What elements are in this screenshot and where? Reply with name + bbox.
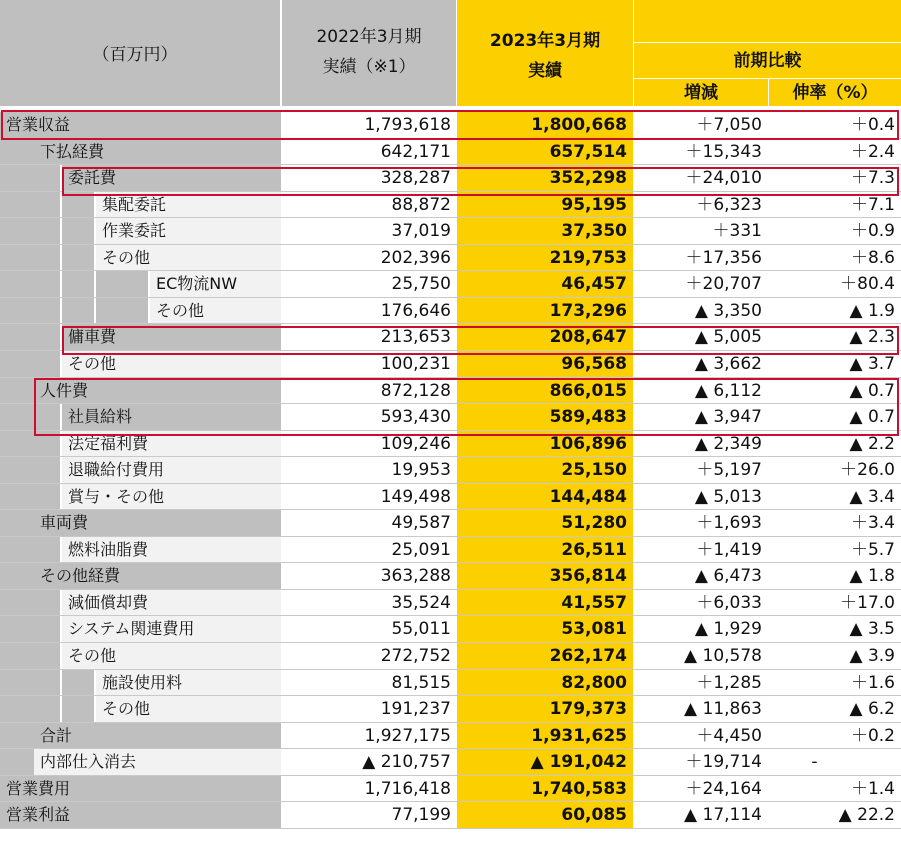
rate-value: ▲ 0.7 xyxy=(849,407,895,428)
cur-value: 51,280 xyxy=(457,510,633,537)
row-label: その他経費 xyxy=(34,563,281,590)
cur-value: 219,753 xyxy=(457,245,633,272)
header-cur-cell xyxy=(457,0,633,106)
table-row xyxy=(0,537,901,564)
prev-value: 35,524 xyxy=(391,592,451,613)
cur-value: 866,015 xyxy=(457,378,633,405)
cur-value: 1,800,668 xyxy=(457,112,633,139)
indent-bar xyxy=(0,378,34,405)
indent-bar xyxy=(0,749,34,776)
rate-value: - xyxy=(811,752,818,773)
indent-bar xyxy=(0,165,34,192)
rate-value: ＋0.9 xyxy=(850,221,895,242)
prev-value: 81,515 xyxy=(391,672,451,693)
rate-value: ＋17.0 xyxy=(840,592,895,613)
indent-bar xyxy=(0,351,34,378)
change-value: ▲ 6,112 xyxy=(694,380,762,401)
prev-value: 1,716,418 xyxy=(364,778,451,799)
row-label: システム関連費用 xyxy=(62,616,281,643)
change-value: ＋331 xyxy=(712,221,762,242)
change-value: ＋24,010 xyxy=(685,168,762,189)
rate-value: ＋8.6 xyxy=(850,247,895,268)
cur-value: 106,896 xyxy=(457,431,633,458)
prev-value: 77,199 xyxy=(391,805,451,826)
indent-bar xyxy=(34,537,60,564)
cur-value: 1,931,625 xyxy=(457,723,633,750)
change-value: ▲ 10,578 xyxy=(684,646,762,666)
row-label: その他 xyxy=(150,298,281,325)
row-label: その他 xyxy=(96,696,281,723)
change-value: ＋1,419 xyxy=(696,539,762,560)
prev-value: ▲ 210,757 xyxy=(362,752,451,773)
prev-value: 100,231 xyxy=(380,353,451,374)
row-label: 下払経費 xyxy=(34,139,281,166)
table-row xyxy=(0,218,901,245)
change-value: ＋1,693 xyxy=(696,513,762,534)
cur-year-sub-label: 実績 xyxy=(528,61,562,81)
indent-bar xyxy=(62,245,94,272)
cur-value: 95,195 xyxy=(457,192,633,219)
indent-bar xyxy=(0,696,34,723)
header-prev-cell xyxy=(282,0,456,106)
cur-value: 589,483 xyxy=(457,404,633,431)
prev-value: 19,953 xyxy=(391,460,451,481)
rate-value: ▲ 1.9 xyxy=(849,300,895,321)
indent-bar xyxy=(0,431,34,458)
table-row xyxy=(0,298,901,325)
indent-bar xyxy=(0,563,34,590)
indent-bar xyxy=(0,245,34,272)
table-row xyxy=(0,563,901,590)
indent-bar xyxy=(0,510,34,537)
row-label: 合計 xyxy=(34,723,281,750)
row-label: 法定福利費 xyxy=(62,431,281,458)
row-label: その他 xyxy=(96,245,281,272)
cur-value: 356,814 xyxy=(457,563,633,590)
table-row xyxy=(0,457,901,484)
indent-bar xyxy=(34,484,60,511)
highlight-box-consignment xyxy=(62,167,899,196)
rate-value: ▲ 3.7 xyxy=(849,353,895,374)
table-row xyxy=(0,802,901,829)
unit-label: （百万円） xyxy=(92,45,178,65)
row-label: 営業費用 xyxy=(0,776,281,803)
indent-bar xyxy=(0,537,34,564)
cur-value: 262,174 xyxy=(457,643,633,670)
rate-value: ＋2.4 xyxy=(850,141,895,162)
change-value: ＋20,707 xyxy=(685,274,762,295)
prev-value: 176,646 xyxy=(380,300,451,321)
cur-value: 179,373 xyxy=(457,696,633,723)
rate-value: ＋3.4 xyxy=(850,513,895,534)
highlight-box-charter xyxy=(62,326,899,355)
table-row xyxy=(0,616,901,643)
change-value: ▲ 11,863 xyxy=(684,699,762,720)
rate-value: ▲ 2.3 xyxy=(849,327,895,348)
rate-label: 伸率（%） xyxy=(792,83,878,103)
change-value: ＋4,450 xyxy=(696,725,762,746)
indent-bar xyxy=(0,457,34,484)
prev-value: 49,587 xyxy=(391,513,451,534)
indent-bar xyxy=(34,298,60,325)
header-unit-cell xyxy=(0,0,280,106)
indent-bar xyxy=(34,670,60,697)
indent-bar xyxy=(62,670,94,697)
rate-value: ▲ 3.9 xyxy=(849,646,895,666)
cur-value: 26,511 xyxy=(457,537,633,564)
cur-value: 96,568 xyxy=(457,351,633,378)
indent-bar xyxy=(62,298,94,325)
rate-value: ▲ 22.2 xyxy=(838,805,895,826)
table-row xyxy=(0,139,901,166)
cur-value: 37,350 xyxy=(457,218,633,245)
change-label: 増減 xyxy=(684,83,718,103)
table-row xyxy=(0,696,901,723)
rate-value: ＋26.0 xyxy=(840,460,895,481)
compare-label: 前期比較 xyxy=(733,51,802,71)
table-row xyxy=(0,670,901,697)
rate-value: ＋1.4 xyxy=(850,778,895,799)
change-value: ▲ 3,947 xyxy=(694,407,762,428)
row-label: 傭車費 xyxy=(62,324,281,351)
rate-value: ＋7.1 xyxy=(850,194,895,215)
indent-bar xyxy=(62,271,94,298)
rate-value: ▲ 2.2 xyxy=(849,433,895,454)
prev-value: 593,430 xyxy=(380,407,451,428)
indent-bar xyxy=(34,590,60,617)
rate-value: ▲ 3.4 xyxy=(849,486,895,507)
cur-value: 173,296 xyxy=(457,298,633,325)
row-label: 燃料油脂費 xyxy=(62,537,281,564)
indent-bar xyxy=(96,271,148,298)
indent-bar xyxy=(34,245,60,272)
indent-bar xyxy=(34,165,60,192)
prev-year-label: 2022年3月期 xyxy=(316,27,422,47)
indent-bar xyxy=(0,298,34,325)
prev-value: 328,287 xyxy=(380,168,451,189)
change-value: ＋6,323 xyxy=(696,194,762,215)
cur-value: ▲ 191,042 xyxy=(457,749,633,776)
prev-value: 872,128 xyxy=(380,380,451,401)
change-value: ▲ 1,929 xyxy=(694,619,762,640)
indent-bar xyxy=(34,218,60,245)
rate-value: ＋7.3 xyxy=(850,168,895,189)
change-value: ＋17,356 xyxy=(685,247,762,268)
cur-value: 657,514 xyxy=(457,139,633,166)
row-label: 施設使用料 xyxy=(96,670,281,697)
prev-value: 25,750 xyxy=(391,274,451,295)
change-value: ▲ 2,349 xyxy=(694,433,762,454)
rate-value: ＋1.6 xyxy=(850,672,895,693)
table-row xyxy=(0,271,901,298)
cur-value: 144,484 xyxy=(457,484,633,511)
row-label: 退職給付費用 xyxy=(62,457,281,484)
highlight-box-operating-revenue xyxy=(1,110,899,140)
rate-value: ▲ 6.2 xyxy=(849,699,895,720)
rate-value: ▲ 0.7 xyxy=(849,380,895,401)
prev-year-sub-label: 実績（※1） xyxy=(322,57,416,77)
cur-value: 41,557 xyxy=(457,590,633,617)
change-value: ▲ 5,005 xyxy=(694,327,762,348)
prev-value: 55,011 xyxy=(391,619,451,640)
row-label: 車両費 xyxy=(34,510,281,537)
indent-bar xyxy=(0,404,34,431)
table-row xyxy=(0,643,901,670)
indent-bar xyxy=(34,616,60,643)
indent-bar xyxy=(0,616,34,643)
indent-bar xyxy=(34,324,60,351)
cur-value: 352,298 xyxy=(457,165,633,192)
prev-value: 1,927,175 xyxy=(364,725,451,746)
change-value: ＋15,343 xyxy=(685,141,762,162)
change-value: ＋6,033 xyxy=(696,592,762,613)
indent-bar xyxy=(0,484,34,511)
cur-value: 1,740,583 xyxy=(457,776,633,803)
prev-value: 272,752 xyxy=(380,646,451,666)
prev-value: 191,237 xyxy=(380,699,451,720)
indent-bar xyxy=(0,218,34,245)
header-compare-cell xyxy=(634,0,901,106)
rate-value: ＋0.4 xyxy=(850,115,895,135)
rate-value: ▲ 3.5 xyxy=(849,619,895,640)
indent-bar xyxy=(0,324,34,351)
prev-value: 25,091 xyxy=(391,539,451,560)
row-label: 賞与・その他 xyxy=(62,484,281,511)
change-value: ＋1,285 xyxy=(696,672,762,693)
row-label: 営業利益 xyxy=(0,802,281,829)
cur-value: 208,647 xyxy=(457,324,633,351)
row-label: その他 xyxy=(62,351,281,378)
row-label: 人件費 xyxy=(34,378,281,405)
prev-value: 109,246 xyxy=(380,433,451,454)
prev-value: 363,288 xyxy=(380,566,451,587)
table-row xyxy=(0,590,901,617)
rate-value: ＋5.7 xyxy=(850,539,895,560)
prev-value: 642,171 xyxy=(380,141,451,162)
row-label: EC物流NW xyxy=(150,271,281,298)
indent-bar xyxy=(0,643,34,670)
indent-bar xyxy=(96,298,148,325)
prev-value: 37,019 xyxy=(391,221,451,242)
cur-value: 25,150 xyxy=(457,457,633,484)
row-label: 集配委託 xyxy=(96,192,281,219)
prev-value: 202,396 xyxy=(380,247,451,268)
row-label: 作業委託 xyxy=(96,218,281,245)
indent-bar xyxy=(34,351,60,378)
indent-bar xyxy=(0,670,34,697)
indent-bar xyxy=(0,139,34,166)
table-row xyxy=(0,510,901,537)
indent-bar xyxy=(62,218,94,245)
change-value: ▲ 6,473 xyxy=(694,566,762,587)
indent-bar xyxy=(0,192,34,219)
indent-bar xyxy=(62,696,94,723)
change-value: ▲ 3,350 xyxy=(694,300,762,321)
prev-value: 88,872 xyxy=(391,194,451,215)
table-row xyxy=(0,245,901,272)
indent-bar xyxy=(34,643,60,670)
table-row xyxy=(0,776,901,803)
change-value: ＋7,050 xyxy=(696,115,762,135)
indent-bar xyxy=(34,192,60,219)
rate-value: ▲ 1.8 xyxy=(849,566,895,587)
table-row xyxy=(0,749,901,776)
row-label: 委託費 xyxy=(62,165,281,192)
prev-value: 213,653 xyxy=(380,327,451,348)
row-label: その他 xyxy=(62,643,281,670)
rate-value: ＋80.4 xyxy=(840,274,895,295)
change-value: ▲ 5,013 xyxy=(694,486,762,507)
rate-value: ＋0.2 xyxy=(850,725,895,746)
cur-year-label: 2023年3月期 xyxy=(489,31,601,51)
indent-bar xyxy=(34,457,60,484)
indent-bar xyxy=(0,590,34,617)
change-value: ＋19,714 xyxy=(685,752,762,773)
row-label: 減価償却費 xyxy=(62,590,281,617)
cur-value: 53,081 xyxy=(457,616,633,643)
table-row xyxy=(0,484,901,511)
row-label: 社員給料 xyxy=(62,404,281,431)
prev-value: 1,793,618 xyxy=(364,115,451,135)
row-label: 営業収益 xyxy=(0,112,281,139)
row-label: 内部仕入消去 xyxy=(34,749,281,776)
indent-bar xyxy=(0,271,34,298)
indent-bar xyxy=(0,723,34,750)
cur-value: 46,457 xyxy=(457,271,633,298)
highlight-box-personnel xyxy=(34,378,899,436)
change-value: ＋24,164 xyxy=(685,778,762,799)
cur-value: 82,800 xyxy=(457,670,633,697)
change-value: ＋5,197 xyxy=(696,460,762,481)
prev-value: 149,498 xyxy=(380,486,451,507)
change-value: ▲ 17,114 xyxy=(684,805,762,826)
indent-bar xyxy=(34,271,60,298)
cur-value: 60,085 xyxy=(457,802,633,829)
indent-bar xyxy=(34,696,60,723)
table-row xyxy=(0,723,901,750)
change-value: ▲ 3,662 xyxy=(694,353,762,374)
